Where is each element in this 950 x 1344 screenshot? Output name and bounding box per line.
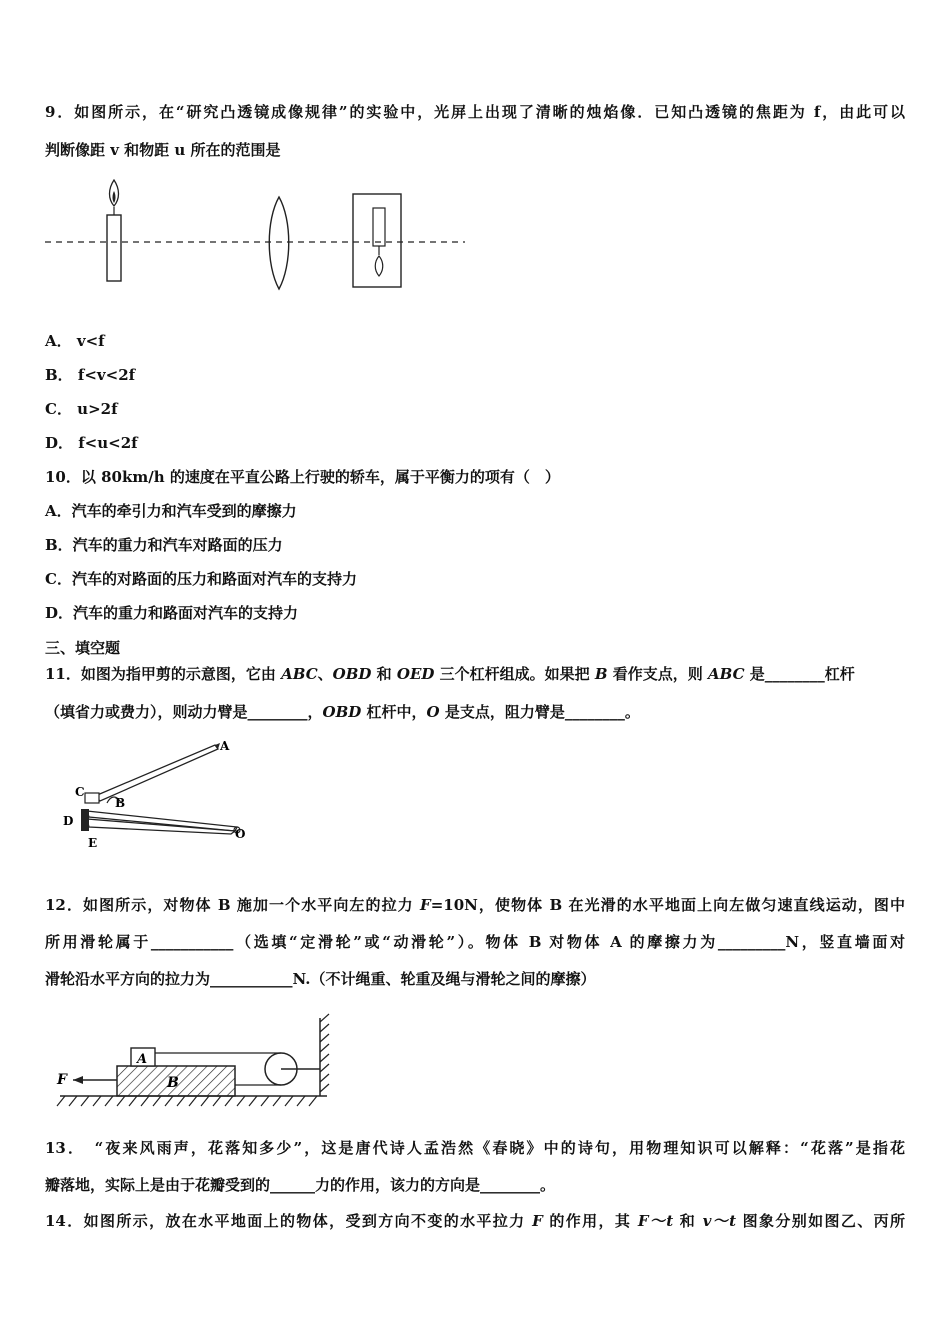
q12-stem-line3: 滑轮沿水平方向的拉力为___________N.（不计绳重、轮重及绳与滑轮之间的摩擦） [45, 970, 596, 988]
q12-stem-line2: 所用滑轮属于___________（选填“定滑轮”或“动滑轮”）。物体 B 对物体 A 的摩擦力为_________N，竖直墙面对 [45, 933, 905, 951]
q9-option-b: B． f<v<2f [45, 366, 136, 384]
q12-stem-line1: 12．如图所示，对物体 B 施加一个水平向左的拉力 F=10N，使物体 B 在光滑的水平地面上向左做匀速直线运动，图中 [45, 896, 905, 914]
q11-nail-clipper-diagram [55, 735, 255, 855]
q10-option-b: B．汽车的重力和汽车对路面的压力 [45, 536, 283, 554]
wall-hatch [320, 1014, 329, 1092]
label-b: B [115, 796, 126, 810]
q10-option-a: A．汽车的牵引力和汽车受到的摩擦力 [45, 502, 297, 520]
q14-stem-line1: 14．如图所示，放在水平地面上的物体，受到方向不变的水平拉力 F 的作用，其 F～t 和 v～t 图象分别如图乙、丙所 [45, 1212, 905, 1230]
label-d: D [63, 814, 74, 828]
lever-abc [95, 745, 218, 801]
candle-icon [107, 180, 121, 281]
q10-stem: 10．以 80km/h 的速度在平直公路上行驶的轿车，属于平衡力的项有（ ） [45, 468, 560, 486]
label-o: O [235, 827, 246, 841]
q10-option-d: D．汽车的重力和路面对汽车的支持力 [45, 604, 299, 622]
ground-hatch [57, 1096, 317, 1106]
label-f: F [57, 1072, 67, 1088]
q12-pulley-diagram [45, 1010, 345, 1120]
q13-stem-line2: 瓣落地，实际上是由于花瓣受到的______力的作用，该力的方向是________。 [45, 1176, 556, 1194]
q9-option-a: A． v<f [45, 332, 105, 350]
q9-lens-diagram [40, 175, 470, 295]
q9-option-c: C． u>2f [45, 400, 118, 418]
label-c: C [75, 785, 85, 799]
q9-option-d: D． f<u<2f [45, 434, 138, 452]
section-heading-fill-in: 三、填空题 [45, 639, 121, 657]
label-a: A [137, 1052, 148, 1067]
q11-stem-line1: 11．如图为指甲剪的示意图，它由 ABC、OBD 和 OED 三个杠杆组成。如果把 B 看作支点，则 ABC 是________杠杆 [45, 665, 855, 683]
label-a: A [220, 739, 230, 753]
q9-stem-line2: 判断像距 v 和物距 u 所在的范围是 [45, 141, 281, 159]
screen-icon [353, 194, 401, 287]
label-b: B [167, 1075, 179, 1091]
q11-stem-line2: （填省力或费力），则动力臂是________，OBD 杠杆中，O 是支点，阻力臂是________。 [45, 703, 640, 721]
q13-stem-line1: 13． “夜来风雨声，花落知多少”，这是唐代诗人孟浩然《春晓》中的诗句，用物理知识可以解释：“花落”是指花 [45, 1139, 905, 1157]
convex-lens-icon [269, 197, 289, 289]
label-e: E [88, 836, 98, 850]
q10-option-c: C．汽车的对路面的压力和路面对汽车的支持力 [45, 570, 357, 588]
q9-stem-line1: 9．如图所示，在“研究凸透镜成像规律”的实验中，光屏上出现了清晰的烛焰像．已知凸透镜的焦距为 f，由此可以 [45, 103, 905, 121]
